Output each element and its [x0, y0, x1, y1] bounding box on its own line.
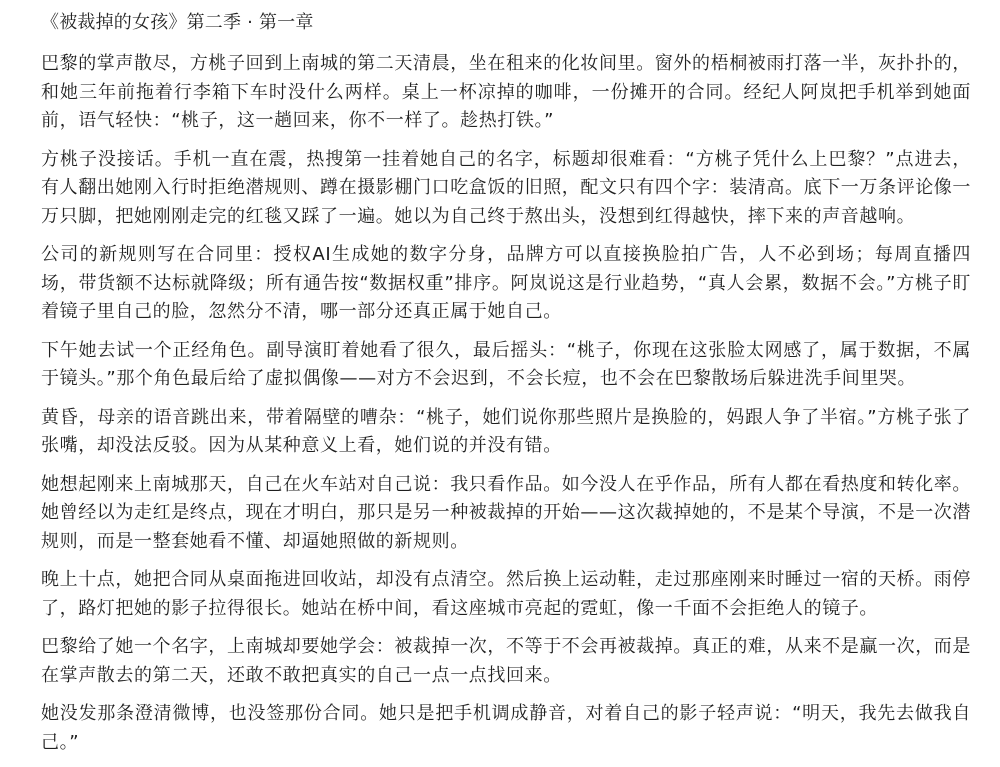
- paragraph-1: 巴黎的掌声散尽，方桃子回到上南城的第二天清晨，坐在租来的化妆间里。窗外的梧桐被雨打落一半，灰扑扑的，和她三年前拖着行李箱下车时没什么两样。桌上一杯凉掉的咖啡，一份摊开的合同。经纪人阿岚把手机举到她面前，语气轻快：“桃子，这一趟回来，你不一样了。趁热打铁。”: [41, 53, 971, 131]
- chapter-title: 《被裁掉的女孩》第二季 · 第一章: [41, 12, 314, 33]
- document-body: [41, 10, 971, 767]
- paragraph-6: 她想起刚来上南城那天，自己在火车站对自己说：我只看作品。如今没人在乎作品，所有人都在看热度和转化率。她曾经以为走红是终点，现在才明白，那只是另一种被裁掉的开始——这次裁掉她的，不是某个导演，不是一次潜规则，而是一整套她看不懂、却逼她照做的新规则。: [41, 473, 971, 552]
- paragraph-9: 她没发那条澄清微博，也没签那份合同。她只是把手机调成静音，对着自己的影子轻声说：“明天，我先去做我自己。”: [41, 703, 971, 753]
- paragraph-2: 方桃子没接话。手机一直在震，热搜第一挂着她自己的名字，标题却很难看：“方桃子凭什么上巴黎？”点进去，有人翻出她刚入行时拒绝潜规则、蹲在摄影棚门口吃盒饭的旧照，配文只有四个字：装清高。底下一万条评论像一万只脚，把她刚刚走完的红毯又踩了一遍。她以为自己终于熬出头，没想到红得越快，摔下来的声音越响。: [41, 148, 971, 227]
- paragraph-4: 下午她去试一个正经角色。副导演盯着她看了很久，最后摇头：“桃子，你现在这张脸太网感了，属于数据，不属于镜头。”那个角色最后给了虚拟偶像——对方不会迟到，不会长痘，也不会在巴黎散场后躲进洗手间里哭。: [41, 339, 971, 389]
- paragraph-7: 晚上十点，她把合同从桌面拖进回收站，却没有点清空。然后换上运动鞋，走过那座刚来时睡过一宿的天桥。雨停了，路灯把她的影子拉得很长。她站在桥中间，看这座城市亮起的霓虹，像一千面不会拒绝人的镜子。: [41, 569, 971, 619]
- paragraph-5: 黄昏，母亲的语音跳出来，带着隔壁的嘈杂：“桃子，她们说你那些照片是换脸的，妈跟人争了半宿。”方桃子张了张嘴，却没法反驳。因为从某种意义上看，她们说的并没有错。: [41, 406, 971, 456]
- paragraph-8: 巴黎给了她一个名字，上南城却要她学会：被裁掉一次，不等于不会再被裁掉。真正的难，从来不是赢一次，而是在掌声散去的第二天，还敢不敢把真实的自己一点一点找回来。: [41, 636, 971, 686]
- paragraph-3: 公司的新规则写在合同里：授权AI生成她的数字分身，品牌方可以直接换脸拍广告，人不必到场；每周直播四场，带货额不达标就降级；所有通告按“数据权重”排序。阿岚说这是行业趋势，“真人会累，数据不会。”方桃子盯着镜子里自己的脸，忽然分不清，哪一部分还真正属于她自己。: [41, 244, 971, 322]
